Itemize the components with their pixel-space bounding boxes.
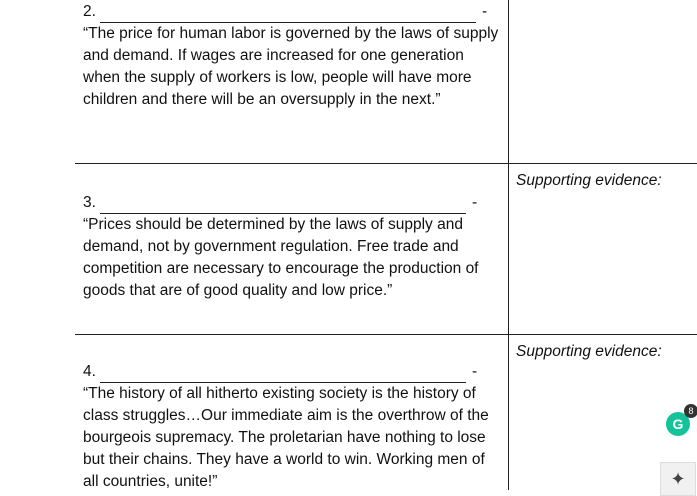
item-number: 2. — [83, 3, 96, 20]
dash: - — [481, 3, 488, 20]
sparkle-icon[interactable]: ✦ — [660, 462, 696, 496]
row-divider-2 — [75, 334, 697, 335]
grammarly-count-badge: 8 — [684, 404, 697, 418]
answer-blank[interactable] — [100, 6, 476, 23]
item-number: 4. — [83, 363, 96, 380]
answer-line-4 — [83, 361, 501, 383]
statement-2 — [83, 1, 501, 111]
quote-text: “Prices should be determined by the laws of supply and demand, not by government regulation. Free trade and competition are necessary to encourage the production of goods that are of good quality and low price.” — [83, 216, 479, 299]
dash: - — [471, 194, 478, 211]
answer-line-3 — [83, 192, 501, 214]
item-number: 3. — [83, 194, 96, 211]
statement-3 — [83, 192, 501, 302]
answer-blank[interactable] — [100, 197, 466, 214]
table-column-divider — [508, 0, 509, 490]
quote-text: “The history of all hitherto existing society is the history of class struggles…Our immediate aim is the overthrow of the bourgeois supremacy. The proletarian have nothing to lose but their chains. They have a world to win. Working men of all countries, unite!” — [83, 385, 489, 490]
answer-blank[interactable] — [100, 366, 466, 383]
grammarly-icon[interactable]: G — [666, 412, 690, 436]
dash: - — [471, 363, 478, 380]
quote-text: “The price for human labor is governed by the laws of supply and demand. If wages are increased for one generation when the supply of workers is low, people will have more children and there will be an oversupply in the next.” — [83, 25, 499, 108]
supporting-evidence-label-3: Supporting evidence: — [516, 172, 662, 189]
supporting-evidence-label-4: Supporting evidence: — [516, 343, 662, 360]
row-divider-1 — [75, 163, 697, 164]
answer-line-2 — [83, 1, 501, 23]
statement-4 — [83, 361, 501, 493]
